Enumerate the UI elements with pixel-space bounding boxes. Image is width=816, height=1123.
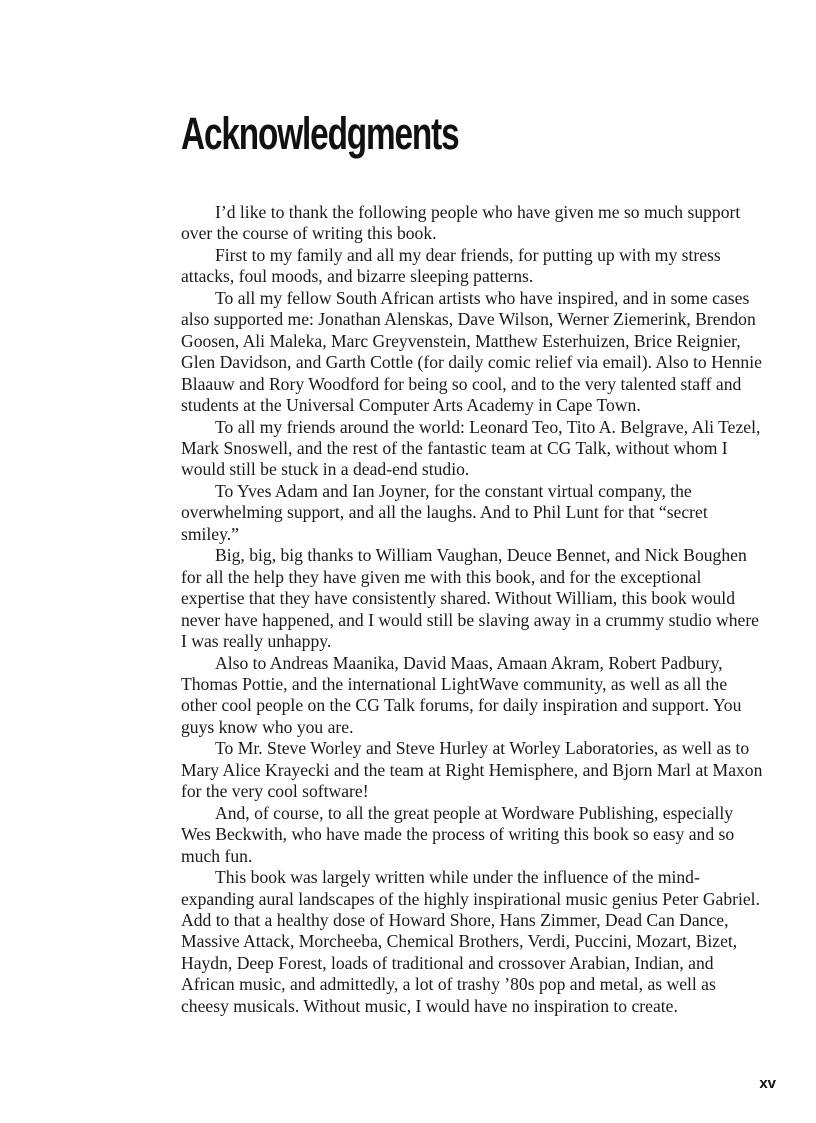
paragraph: First to my family and all my dear friends, for putting up with my stress attacks, foul moods, and bizarre sleeping patterns. bbox=[181, 244, 721, 287]
paragraph: And, of course, to all the great people at Wordware Publishing, especially Wes Beckwith, who have made the process of writing this book so easy and so much fun. bbox=[181, 802, 735, 866]
page-title: Acknowledgments bbox=[181, 108, 459, 159]
paragraph: Also to Andreas Maanika, David Maas, Amaan Akram, Robert Padbury, Thomas Pottie, and the international LightWave community, as well as all the other cool people on the CG Talk forums, for daily inspiration and support. You guys know who you are. bbox=[181, 652, 742, 737]
acknowledgments-body bbox=[181, 202, 766, 1017]
paragraph: To all my friends around the world: Leonard Teo, Tito A. Belgrave, Ali Tezel, Mark Snoswell, and the rest of the fantastic team at CG Talk, without whom I would still be stuck in a dead-end studio. bbox=[181, 416, 761, 480]
paragraph: This book was largely written while under the influence of the mind-expanding aural landscapes of the highly inspirational music genius Peter Gabriel. Add to that a healthy dose of Howard Shore, Hans Zimmer, Dead Can Dance, Massive Attack, Morcheeba, Chemical Brothers, Verdi, Puccini, Mozart, Bizet, Haydn, Deep Forest, loads of traditional and crossover Arabian, Indian, and African music, and admittedly, a lot of trashy ’80s pop and metal, as well as cheesy musicals. Without music, I would have no inspiration to create. bbox=[181, 867, 760, 1016]
paragraph: To Yves Adam and Ian Joyner, for the constant virtual company, the overwhelming support, and all the laughs. And to Phil Lunt for that “secret smiley.” bbox=[181, 480, 708, 544]
paragraph: I’d like to thank the following people who have given me so much support over the course of writing this book. bbox=[181, 202, 741, 244]
paragraph: Big, big, big thanks to William Vaughan, Deuce Bennet, and Nick Boughen for all the help they have given me with this book, and for the exceptional expertise that they have consistently shared. Without William, this book would never have happened, and I would still be slaving away in a crummy studio where I was really unhappy. bbox=[181, 545, 759, 652]
paragraph: To Mr. Steve Worley and Steve Hurley at Worley Laboratories, as well as to Mary Alice Krayecki and the team at Right Hemisphere, and Bjorn Marl at Maxon for the very cool software! bbox=[181, 738, 763, 802]
paragraph: To all my fellow South African artists who have inspired, and in some cases also supported me: Jonathan Alenskas, Dave Wilson, Werner Ziemerink, Brendon Goosen, Ali Maleka, Marc Greyvenstein, Matthew Esterhuizen, Brice Reignier, Glen Davidson, and Garth Cottle (for daily comic relief via email). Also to Hennie Blaauw and Rory Woodford for being so cool, and to the very talented staff and students at the Universal Computer Arts Academy in Cape Town. bbox=[181, 287, 762, 416]
page-number: xv bbox=[759, 1075, 776, 1092]
